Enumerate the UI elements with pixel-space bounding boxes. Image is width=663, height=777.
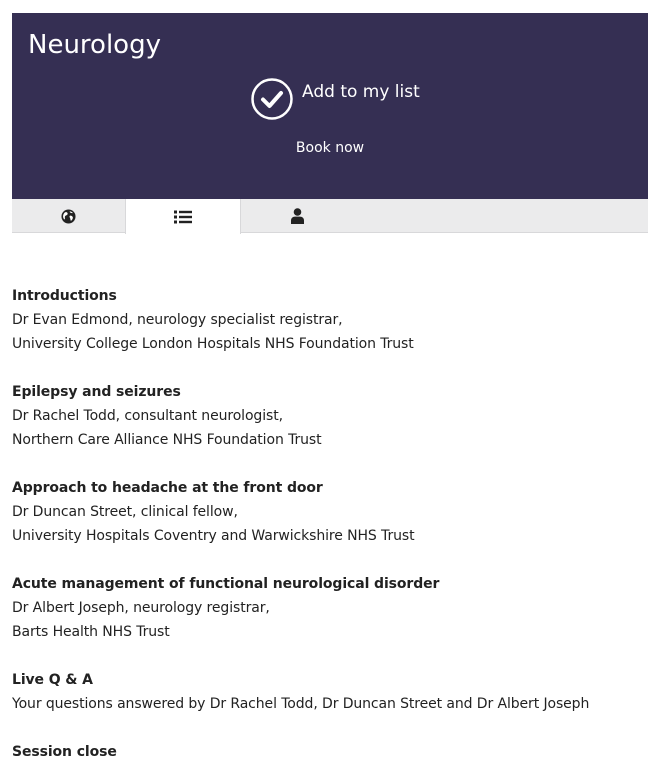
add-to-my-list-button[interactable] (251, 78, 420, 120)
session-title: Introductions (12, 288, 117, 304)
speaker-line: Dr Duncan Street, clinical fellow, (12, 504, 238, 520)
programme-list (12, 284, 652, 777)
tab-bar (12, 199, 648, 233)
list-icon (174, 210, 192, 224)
session-item (12, 476, 652, 548)
speaker-line: Northern Care Alliance NHS Foundation Trust (12, 432, 322, 448)
session-item (12, 572, 652, 644)
session-title: Live Q & A (12, 672, 93, 688)
speaker-line: Barts Health NHS Trust (12, 624, 170, 640)
speaker-line: University College London Hospitals NHS Foundation Trust (12, 336, 414, 352)
speaker-line: Dr Albert Joseph, neurology registrar, (12, 600, 270, 616)
speaker-line: Dr Rachel Todd, consultant neurologist, (12, 408, 283, 424)
session-title: Session close (12, 744, 117, 760)
tab-programme[interactable] (125, 199, 241, 234)
session-item (12, 740, 652, 764)
session-title: Approach to headache at the front door (12, 480, 323, 496)
globe-icon (61, 209, 76, 224)
speaker-line: Your questions answered by Dr Rachel Todd, Dr Duncan Street and Dr Albert Joseph (12, 696, 590, 712)
add-to-my-list-label: Add to my list (302, 82, 420, 102)
session-item (12, 668, 652, 716)
speaker-line: University Hospitals Coventry and Warwickshire NHS Trust (12, 528, 415, 544)
event-header (12, 13, 648, 199)
speaker-line: Dr Evan Edmond, neurology specialist registrar, (12, 312, 343, 328)
user-icon (291, 208, 304, 224)
book-now-link[interactable]: Book now (295, 140, 365, 156)
session-title: Epilepsy and seizures (12, 384, 181, 400)
session-item (12, 380, 652, 452)
page-title: Neurology (28, 30, 161, 60)
tab-overview[interactable] (12, 199, 125, 233)
session-title: Acute management of functional neurological disorder (12, 576, 440, 592)
check-circle-icon (251, 78, 293, 120)
tab-speakers[interactable] (241, 199, 354, 233)
session-item (12, 284, 652, 356)
